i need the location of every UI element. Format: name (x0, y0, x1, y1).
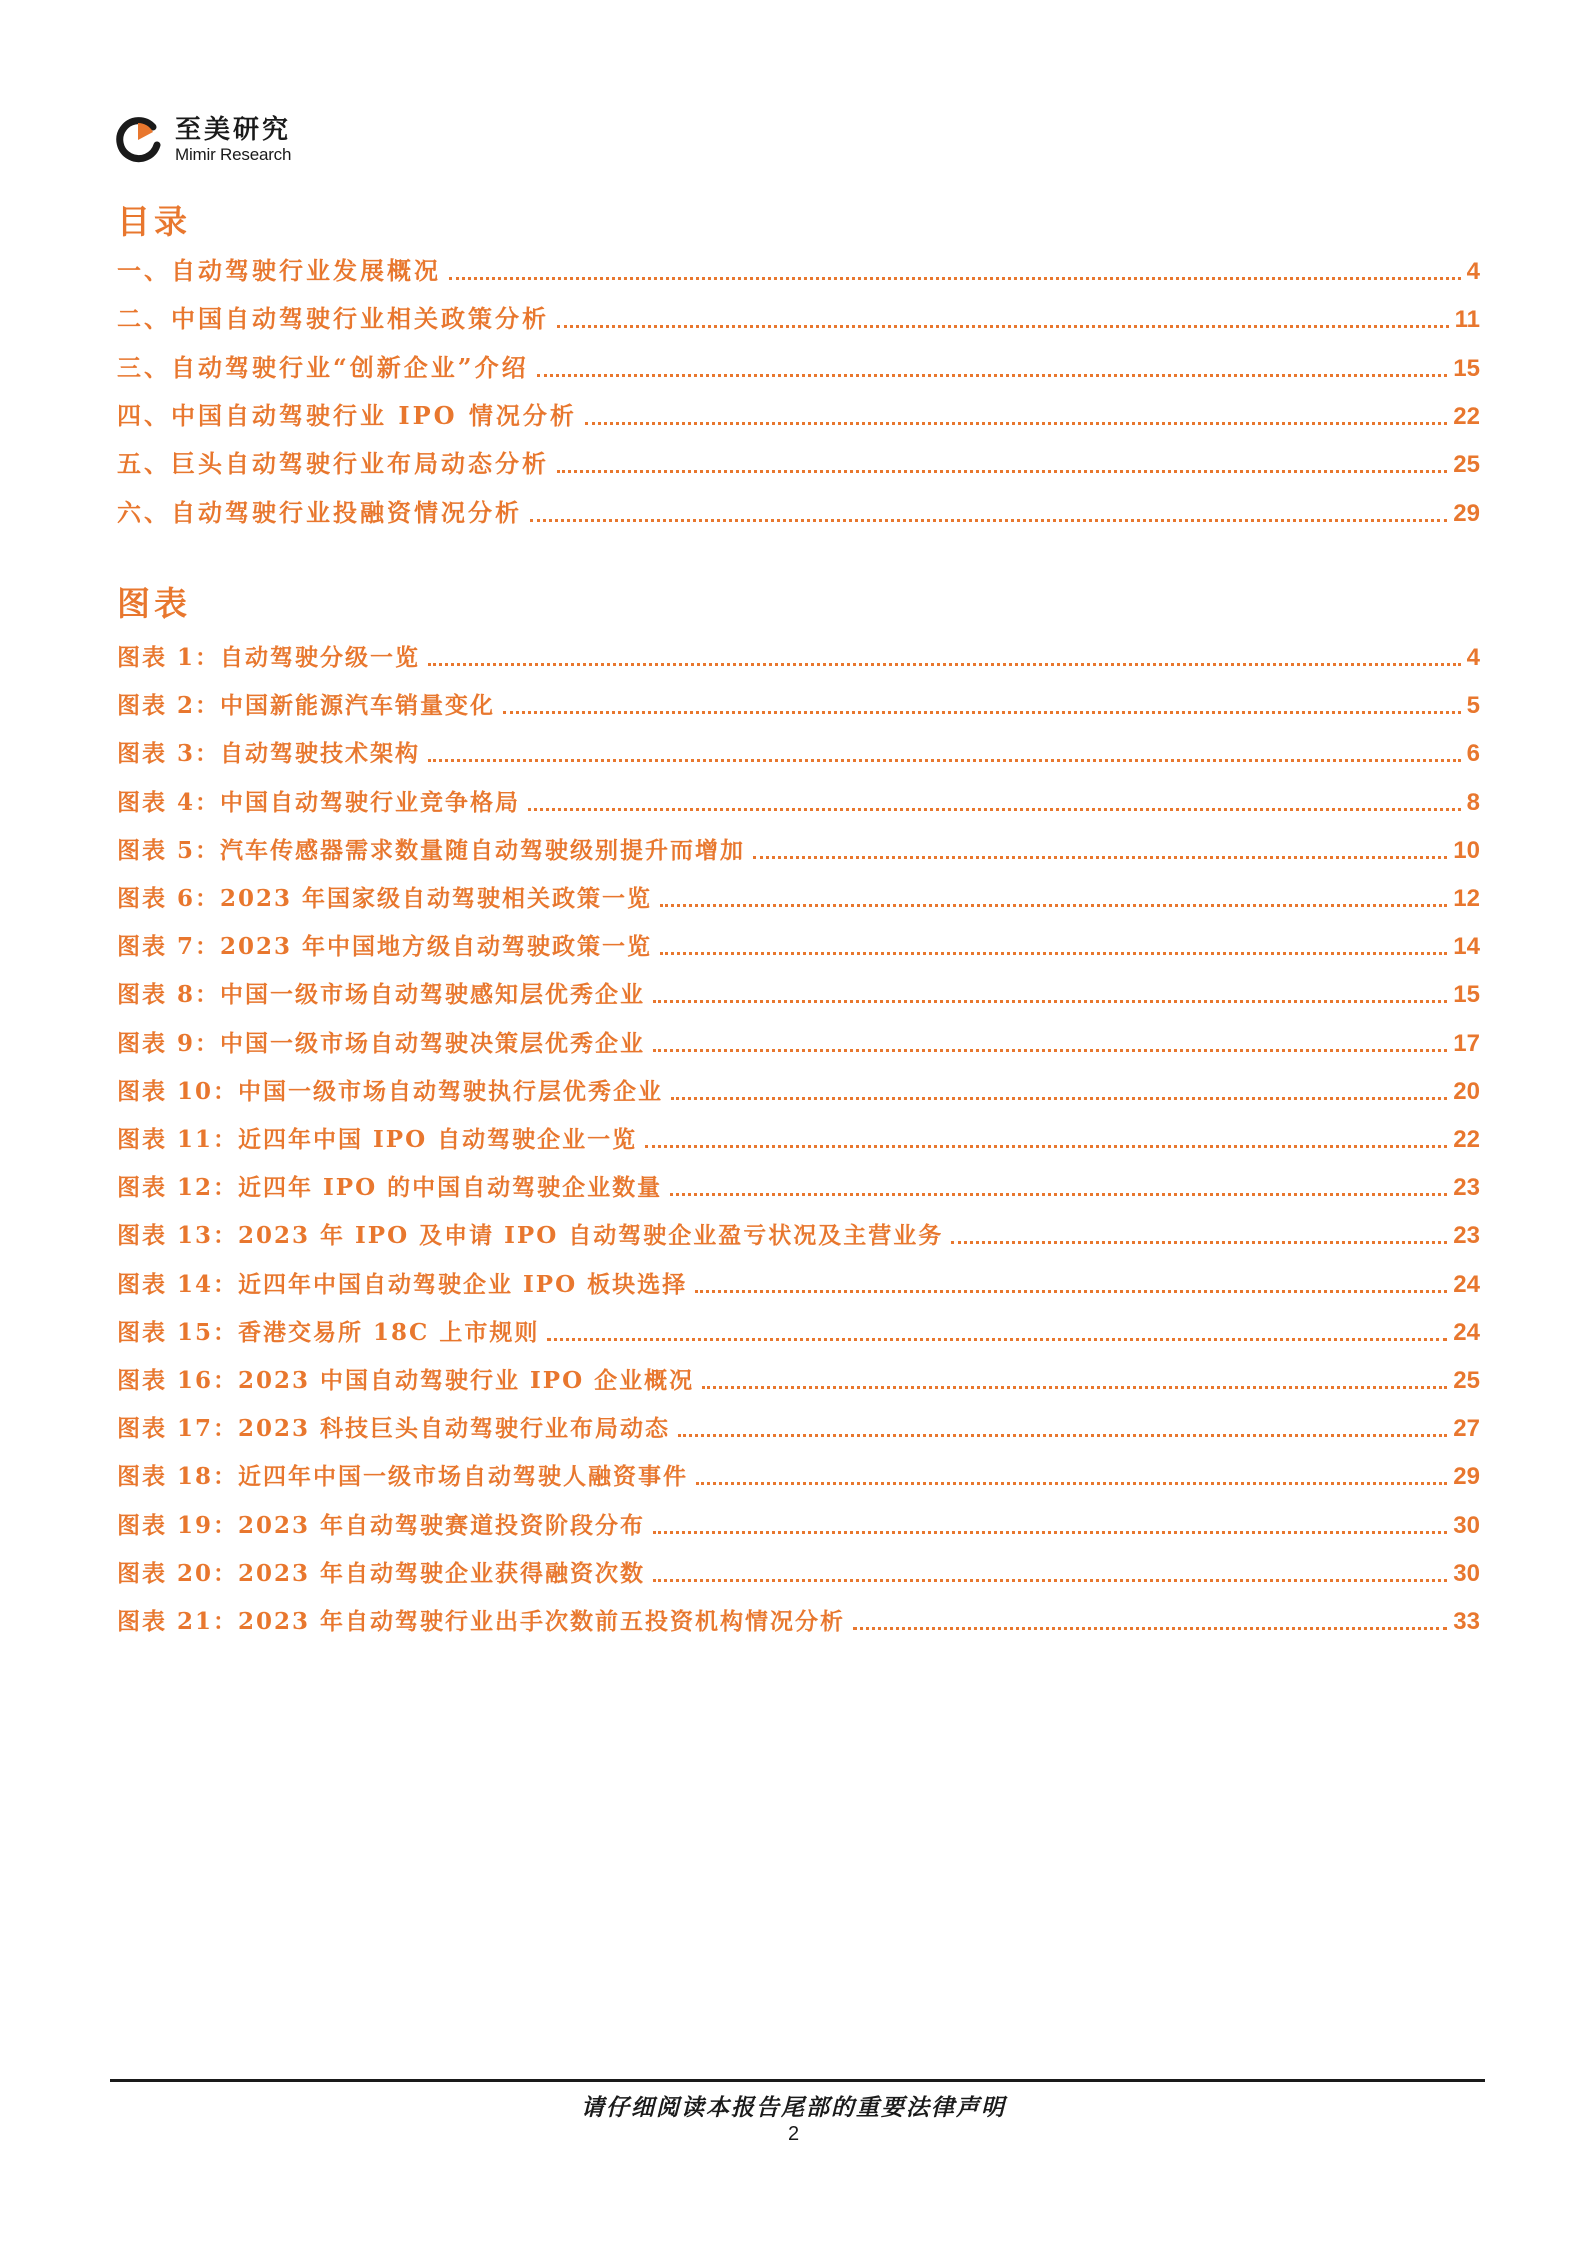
toc-entry[interactable] (117, 353, 1480, 383)
figure-entry[interactable] (117, 1269, 1480, 1299)
figure-entry-label: 图表 7：2023 年中国地方级自动驾驶政策一览 (117, 933, 653, 961)
toc-entry-label: 三、自动驾驶行业“创新企业”介绍 (117, 352, 529, 382)
figure-entry-page: 22 (1453, 1126, 1480, 1153)
dot-leader (653, 1000, 1447, 1003)
figure-entry[interactable] (117, 1461, 1480, 1491)
figure-entry-page: 20 (1453, 1077, 1480, 1105)
figure-entry-page: 23 (1453, 1222, 1480, 1250)
figure-entry[interactable] (117, 931, 1480, 961)
figure-entry-label: 图表 6：2023 年国家级自动驾驶相关政策一览 (117, 885, 653, 912)
dot-leader (428, 759, 1461, 762)
figure-entry-label: 图表 4：中国自动驾驶行业竞争格局 (117, 788, 521, 816)
toc-entry-page: 29 (1453, 499, 1480, 527)
figure-entry[interactable] (117, 1220, 1480, 1250)
toc-entry-page: 11 (1454, 306, 1480, 334)
figure-entry-label: 图表 8：中国一级市场自动驾驶感知层优秀企业 (117, 981, 646, 1009)
figure-entry-label: 图表 5：汽车传感器需求数量随自动驾驶级别提升而增加 (117, 836, 746, 864)
dot-leader (695, 1290, 1447, 1293)
dot-leader (853, 1627, 1447, 1630)
figure-entry[interactable] (117, 1317, 1480, 1347)
figure-entry[interactable] (117, 738, 1480, 768)
figure-entry[interactable] (117, 1172, 1480, 1202)
dot-leader (671, 1097, 1447, 1100)
figure-entry-page: 24 (1453, 1318, 1480, 1346)
figure-entry-page: 25 (1453, 1367, 1480, 1394)
figure-entry[interactable] (117, 1365, 1480, 1395)
figure-entry-label: 图表 18：近四年中国一级市场自动驾驶人融资事件 (117, 1463, 689, 1491)
toc-entry[interactable] (117, 449, 1480, 479)
figure-entry-label: 图表 14：近四年中国自动驾驶企业 IPO 板块选择 (117, 1270, 688, 1298)
dot-leader (645, 1145, 1447, 1148)
toc-entry-label: 四、中国自动驾驶行业 IPO 情况分析 (117, 400, 577, 430)
figure-entry-label: 图表 21：2023 年自动驾驶行业出手次数前五投资机构情况分析 (117, 1608, 846, 1635)
figure-entry-page: 27 (1453, 1415, 1480, 1443)
figure-entry-label: 图表 3：自动驾驶技术架构 (117, 740, 421, 768)
dot-leader (557, 470, 1447, 473)
figure-entry[interactable] (117, 1076, 1480, 1106)
figure-entry-label: 图表 11：近四年中国 IPO 自动驾驶企业一览 (117, 1126, 638, 1153)
legal-notice: 请仔细阅读本报告尾部的重要法律声明 (581, 2094, 1006, 2121)
toc-entry-label: 一、自动驾驶行业发展概况 (117, 256, 441, 285)
figure-entry-label: 图表 10：中国一级市场自动驾驶执行层优秀企业 (117, 1077, 664, 1105)
dot-leader (428, 663, 1461, 666)
figure-entry[interactable] (117, 690, 1480, 720)
figure-entry-label: 图表 13：2023 年 IPO 及申请 IPO 自动驾驶企业盈亏状况及主营业务 (117, 1222, 944, 1250)
logo-chinese-name: 至美研究 (175, 115, 292, 145)
figure-entry-page: 15 (1453, 981, 1480, 1009)
dot-leader (585, 422, 1447, 425)
logo-english-name: Mimir Research (175, 145, 292, 164)
dot-leader (660, 904, 1447, 907)
figure-entry-label: 图表 15：香港交易所 18C 上市规则 (117, 1318, 540, 1346)
toc-entry[interactable] (117, 401, 1480, 431)
figure-entry-label: 图表 17：2023 科技巨头自动驾驶行业布局动态 (117, 1415, 671, 1443)
dot-leader (653, 1049, 1447, 1052)
dot-leader (653, 1531, 1447, 1534)
toc-entry-page: 25 (1453, 451, 1480, 479)
page-number: 2 (787, 2123, 800, 2145)
logo-mark-icon (113, 115, 163, 165)
toc-entry-page: 15 (1453, 354, 1480, 382)
figure-entry-page: 30 (1453, 1559, 1480, 1587)
dot-leader (528, 808, 1461, 811)
toc-entry-label: 五、巨头自动驾驶行业布局动态分析 (117, 449, 549, 479)
figure-entry[interactable] (117, 1606, 1480, 1636)
toc-entry-page: 22 (1453, 402, 1480, 430)
figure-entry-label: 图表 9：中国一级市场自动驾驶决策层优秀企业 (117, 1029, 646, 1057)
footer-divider (110, 2079, 1485, 2082)
toc-entry-label: 二、中国自动驾驶行业相关政策分析 (117, 304, 549, 334)
figure-entry-page: 23 (1453, 1174, 1480, 1202)
figure-entry-page: 30 (1453, 1511, 1480, 1539)
toc-entry[interactable] (117, 256, 1480, 286)
figure-entry[interactable] (117, 1413, 1480, 1443)
figure-entry[interactable] (117, 1124, 1480, 1154)
brand-logo (113, 112, 291, 168)
dot-leader (530, 519, 1447, 522)
dot-leader (547, 1338, 1447, 1341)
figure-entry-page: 24 (1453, 1270, 1480, 1298)
figure-entry-label: 图表 19：2023 年自动驾驶赛道投资阶段分布 (117, 1511, 646, 1539)
figure-entry-page: 10 (1453, 836, 1480, 864)
figure-entry[interactable] (117, 1558, 1480, 1588)
toc-heading: 目录 (117, 202, 191, 241)
dot-leader (503, 711, 1461, 714)
figure-entry[interactable] (117, 787, 1480, 817)
dot-leader (537, 374, 1448, 377)
dot-leader (670, 1193, 1447, 1196)
figure-entry[interactable] (117, 883, 1480, 913)
dot-leader (696, 1482, 1447, 1485)
dot-leader (653, 1579, 1447, 1582)
dot-leader (951, 1241, 1447, 1244)
dot-leader (557, 325, 1449, 328)
toc-entry-label: 六、自动驾驶行业投融资情况分析 (117, 497, 522, 527)
toc-entry-page: 4 (1466, 258, 1480, 285)
figure-entry-label: 图表 16：2023 中国自动驾驶行业 IPO 企业概况 (117, 1367, 695, 1394)
figure-entry-label: 图表 1：自动驾驶分级一览 (117, 644, 421, 671)
toc-entry[interactable] (117, 304, 1480, 334)
figures-heading: 图表 (117, 584, 191, 623)
figure-entry-page: 17 (1453, 1029, 1480, 1057)
dot-leader (702, 1386, 1447, 1389)
figure-entry[interactable] (117, 642, 1480, 672)
dot-leader (678, 1434, 1447, 1437)
figure-entry-label: 图表 2：中国新能源汽车销量变化 (117, 692, 496, 720)
figure-entry[interactable] (117, 1510, 1480, 1540)
dot-leader (449, 277, 1461, 280)
figure-entry-page: 12 (1453, 885, 1480, 912)
figure-entry[interactable] (117, 835, 1480, 865)
figure-entry-label: 图表 12：近四年 IPO 的中国自动驾驶企业数量 (117, 1174, 663, 1202)
figure-entry-label: 图表 20：2023 年自动驾驶企业获得融资次数 (117, 1559, 646, 1587)
figure-entry-page: 4 (1466, 644, 1480, 671)
figure-entry-page: 14 (1453, 933, 1480, 961)
figure-entry-page: 6 (1466, 740, 1480, 768)
figure-entry-page: 8 (1466, 788, 1480, 816)
figure-entry-page: 33 (1453, 1608, 1480, 1635)
dot-leader (660, 952, 1447, 955)
figure-entry-page: 5 (1466, 692, 1480, 720)
toc-entry[interactable] (117, 498, 1480, 528)
figure-entry-page: 29 (1453, 1463, 1480, 1491)
dot-leader (753, 856, 1447, 859)
figure-entry[interactable] (117, 979, 1480, 1009)
figure-entry[interactable] (117, 1028, 1480, 1058)
logo-text (175, 115, 291, 165)
